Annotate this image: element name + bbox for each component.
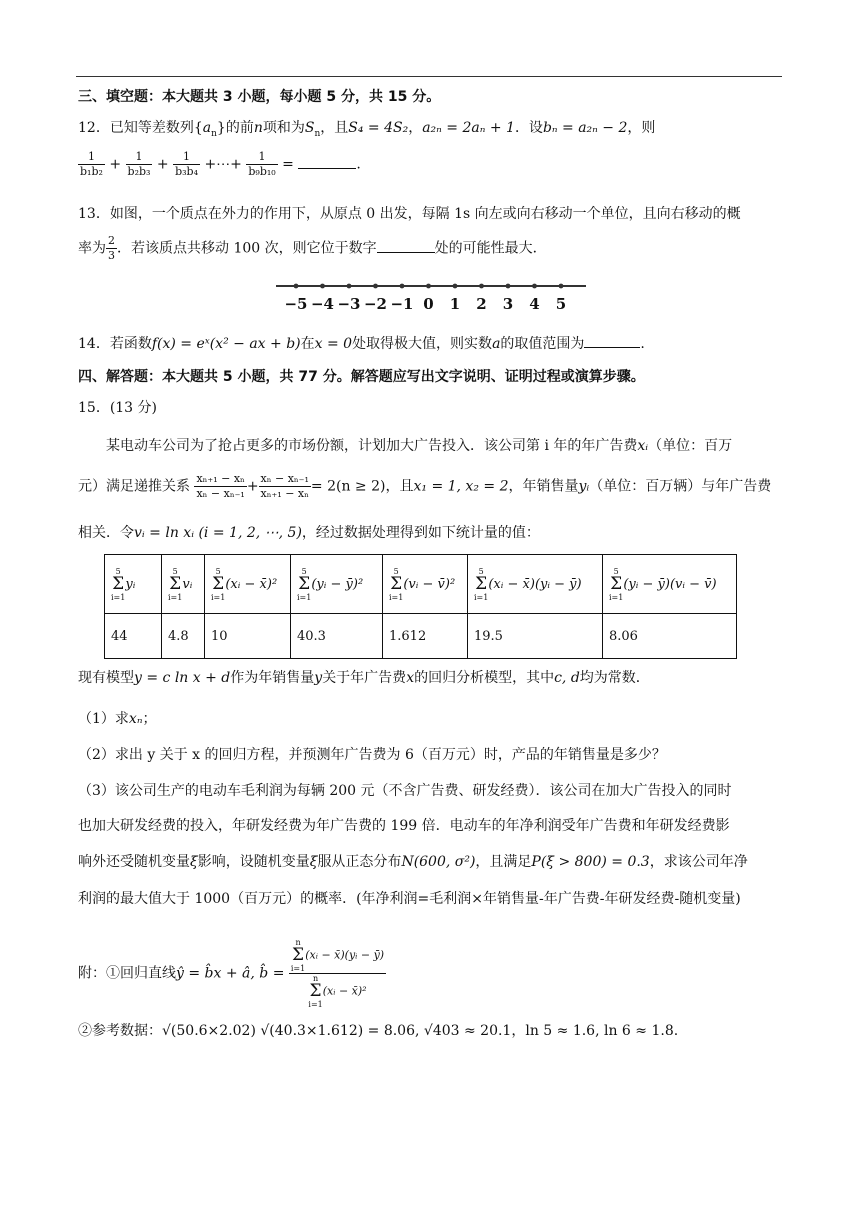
rec-frac-2: $\frac{\text{xₙ − xₙ₋₁}}{\text{xₙ₊₁ − xₙ}}$ [260, 472, 309, 500]
q15-p1-line2: 元）满足递推关系 $\frac{\text{xₙ₊₁ − xₙ}}{\text{xₙ − xₙ₋₁}}$ + $\frac{\text{xₙ − xₙ₋₁}}{\text{xₙ₊₁ − xₙ}}$ = 2(n ≥ 2)，且x₁ = 1, x₂ = 2，年销售量yᵢ（单位：百万辆）与年广告费 [78, 472, 772, 500]
q12-frac-3: $\frac{1}{\text{b₃b₄}}$ [175, 150, 198, 178]
regression-frac: n Σ i=1(xᵢ − x̄)(yᵢ − ȳ) n Σ i=1(xᵢ − x̄)² [290, 938, 385, 1009]
number-line-point [532, 284, 537, 289]
stats-value-cell: 19.5 [468, 614, 603, 659]
number-line-label: −1 [390, 295, 414, 313]
stats-value-cell: 1.612 [383, 614, 468, 659]
number-line-label: −3 [337, 295, 361, 313]
q12-n: n [253, 120, 263, 136]
top-rule [76, 76, 782, 77]
q12-line1: 12．已知等差数列$\{a_n\}$的前n项和为$S_n$，且S₄ = 4S₂，a₂ₙ = 2aₙ + 1．设bₙ = a₂ₙ − 2，则 [78, 120, 656, 139]
number-line-point [479, 284, 484, 289]
q13-line1 [78, 203, 741, 223]
section3-heading: 三、填空题：本大题共 3 小题，每小题 5 分，共 15 分。 [78, 89, 441, 105]
stats-value-cell: 4.8 [162, 614, 205, 659]
q14-answer-blank[interactable] [584, 347, 640, 348]
q12-cond1: S₄ = 4S₂ [348, 120, 409, 136]
q12-text-d: ，且 [320, 120, 349, 136]
q12-answer-blank[interactable] [298, 168, 356, 169]
number-line-label: −4 [310, 295, 335, 313]
q13-line2: 率为 $\frac{2}{3}$ ．若该质点共移动 100 次，则它位于数字 处的可能性最大． [78, 234, 547, 262]
number-line-point [559, 284, 564, 289]
q15-sub3-line2: 也加大研发经费的投入，年研发经费为年广告费的 199 倍．电动车的年净利润受年广告费和年研发经费影 [78, 818, 730, 834]
q14-number: 14． [78, 336, 110, 352]
q12-line2: $\frac{1}{\text{b₁b₂}}$ + $\frac{1}{\text{b₂b₃}}$ + $\frac{1}{\text{b₃b₄}}$ +⋯+ $\frac{1}{\text{b₉b₁₀}}$ = . [80, 150, 361, 178]
q15-sub3-line1: （3）该公司生产的电动车毛利润为每辆 200 元（不含广告费、研发经费）．该公司在加大广告投入的同时 [78, 783, 732, 799]
rec-frac-1: $\frac{\text{xₙ₊₁ − xₙ}}{\text{xₙ − xₙ₋₁}}$ [196, 472, 245, 500]
q12-sn: S [304, 120, 315, 136]
stats-header-cell: 5 Σ i=1yᵢ [105, 555, 162, 614]
q12-number: 12． [78, 120, 110, 136]
number-line-label: 0 [423, 295, 434, 313]
number-line-point [320, 284, 325, 289]
q14-line: 14．若函数f(x) = eˣ(x² − ax + b)在x = 0处取得极大值，则实数a的取值范围为 . [78, 336, 645, 352]
number-line-label: 1 [449, 295, 461, 313]
stats-header-cell: 5 Σ i=1(vᵢ − v̄)² [383, 555, 468, 614]
number-line-point [347, 284, 352, 289]
q15-attachment: 附：①回归直线ŷ = b̂x + â, b̂ = n Σ i=1(xᵢ − x̄)(yᵢ − ȳ) n Σ i=1(xᵢ − x̄)² [78, 938, 385, 1009]
q12-text-c: 项和为 [262, 120, 305, 136]
stats-value-cell: 44 [105, 614, 162, 659]
stats-header-cell: 5 Σ i=1(yᵢ − ȳ)² [291, 555, 383, 614]
q15-sub3-line3: 响外还受随机变量ξ影响，设随机变量ξ服从正态分布N(600, σ²)，且满足P(ξ > 800) = 0.3，求该公司年净 [78, 854, 748, 870]
q12-cond2: a₂ₙ = 2aₙ + 1 [422, 120, 515, 136]
number-line-point [453, 284, 458, 289]
q12-text-a: 已知等差数列 [109, 120, 194, 136]
number-line-point [294, 284, 299, 289]
q13-text1: 如图，一个质点在外力的作用下，从原点 0 出发，每隔 1s 向左或向右移动一个单位，且向右移动的概 [109, 206, 741, 222]
stats-table [104, 554, 737, 659]
q12-seq: a [202, 120, 212, 136]
number-line-point [400, 284, 405, 289]
number-line-label: 3 [502, 295, 514, 313]
q15-sub3-line4: 利润的最大值大于 1000（百万元）的概率．(年净利润=毛利润×年销售量-年广告费-年研发经费-随机变量) [78, 891, 741, 907]
q12-def-b: bₙ = a₂ₙ − 2 [542, 120, 628, 136]
stats-value-cell: 10 [205, 614, 291, 659]
stats-header-row [105, 555, 737, 614]
q15-sub2: （2）求出 y 关于 x 的回归方程，并预测年广告费为 6（百万元）时，产品的年销售量是多少？ [78, 747, 666, 763]
stats-header-cell: 5 Σ i=1(yᵢ − ȳ)(vᵢ − v̄) [603, 555, 737, 614]
number-line-label: −5 [284, 295, 308, 313]
number-line [276, 282, 586, 322]
q15-sub1: （1）求xₙ； [78, 711, 157, 727]
q15-number: 15．(13 分) [78, 400, 158, 416]
q14-func: f(x) = eˣ(x² − ax + b) [151, 336, 301, 352]
q12-frac-1: $\frac{1}{\text{b₁b₂}}$ [80, 150, 103, 178]
q15-p1-line3: 相关．令vᵢ = ln xᵢ (i = 1, 2, ⋯, 5)，经过数据处理得到如下统计量的值： [78, 525, 540, 541]
q13-number: 13． [78, 206, 110, 222]
q14-cond: x = 0 [314, 336, 353, 352]
number-line-point [426, 284, 431, 289]
q12-text-b: 的前 [225, 120, 254, 136]
q12-text-e: ．设 [514, 120, 543, 136]
q15-p1-line1: 某电动车公司为了抢占更多的市场份额，计划加大广告投入．该公司第 i 年的年广告费xᵢ（单位：百万 [106, 438, 733, 454]
number-line-label: 5 [555, 295, 567, 313]
stats-header-cell: 5 Σ i=1(xᵢ − x̄)(yᵢ − ȳ) [468, 555, 603, 614]
number-line-label: 2 [476, 295, 487, 313]
q12-frac-2: $\frac{1}{\text{b₂b₃}}$ [127, 150, 151, 178]
number-line-label: −2 [363, 295, 388, 313]
q15-reference: ②参考数据：√(50.6×2.02) √(40.3×1.612) = 8.06, √403 ≈ 20.1，ln 5 ≈ 1.6, ln 6 ≈ 1.8. [78, 1023, 679, 1039]
stats-header-cell: 5 Σ i=1vᵢ [162, 555, 205, 614]
q13-answer-blank[interactable] [377, 252, 435, 253]
q12-frac-4: $\frac{1}{\text{b₉b₁₀}}$ [248, 150, 276, 178]
q13-prob-frac: $\frac{2}{3}$ [108, 234, 115, 262]
stats-value-cell: 40.3 [291, 614, 383, 659]
q15-model: 现有模型y = c ln x + d作为年销售量y关于年广告费x的回归分析模型，其中c, d均为常数． [78, 670, 650, 686]
section4-heading: 四、解答题：本大题共 5 小题，共 77 分。解答题应写出文字说明、证明过程或演算步骤。 [78, 369, 645, 385]
number-line-point [373, 284, 378, 289]
stats-value-row [105, 614, 737, 659]
stats-header-cell: 5 Σ i=1(xᵢ − x̄)² [205, 555, 291, 614]
q12-text-f: ，则 [627, 120, 656, 136]
number-line-label: 4 [529, 295, 540, 313]
number-line-point [506, 284, 511, 289]
stats-value-cell: 8.06 [603, 614, 737, 659]
